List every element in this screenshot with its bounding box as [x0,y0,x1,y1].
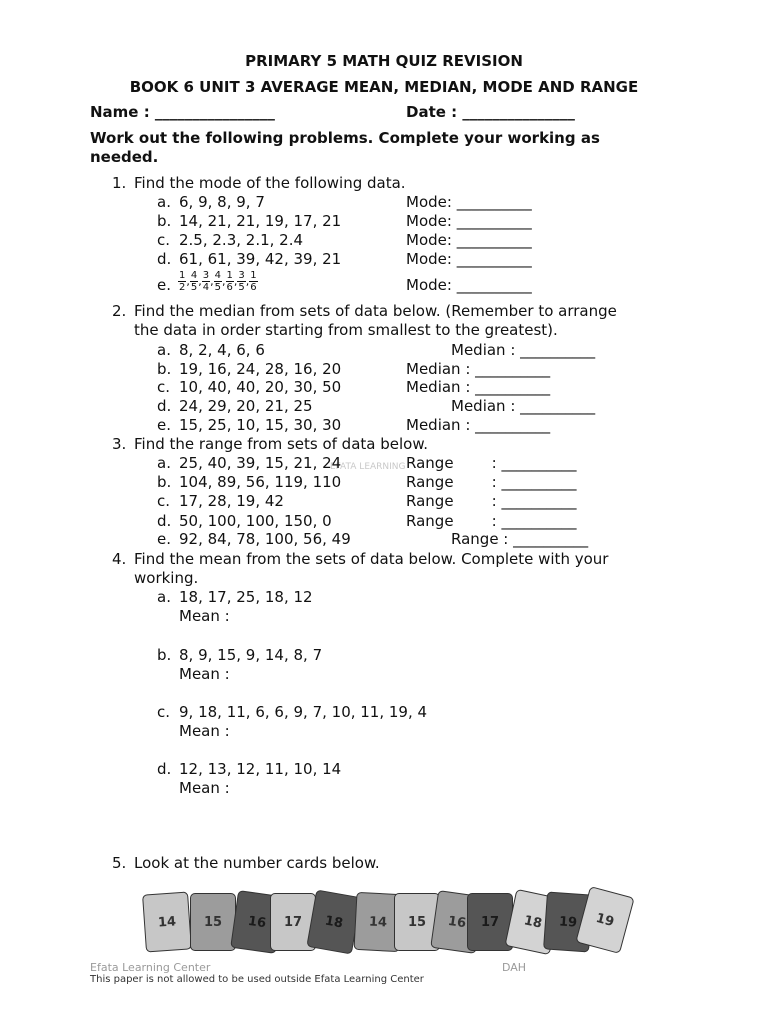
footer-center-name: Efata Learning Center [90,961,211,974]
question-number: 2. [112,302,127,320]
name-field[interactable]: Name : ________________ [90,103,275,121]
answer-blank[interactable]: Range : __________ [451,530,589,548]
item-letter: b. [157,360,172,378]
number-card: 16 [430,890,484,954]
question-prompt-cont: the data in order starting from smallest to the greatest). [134,321,558,339]
fraction: $\frac{4}{5}$ [190,270,198,293]
item-letter: c. [157,378,171,396]
item-letter: e. [157,530,171,548]
number-card: 18 [504,889,561,955]
footer-initials: DAH [502,961,527,974]
item-data: 92, 84, 78, 100, 56, 49 [179,530,351,548]
question-number: 1. [112,174,127,192]
item-data: 9, 18, 11, 6, 6, 9, 7, 10, 11, 19, 4 [179,703,428,721]
question-number: 4. [112,550,127,568]
item-letter: a. [157,341,171,359]
item-letter: b. [157,212,172,230]
fraction-list: $\frac{1}{2}$ , $\frac{4}{5}$ , $\frac{3}{4}$ , $\frac{4}{5}$ , $\frac{1}{6}$ , $\frac{3}{5}$ , $\frac{1}{6}$ [179,270,257,293]
item-letter: c. [157,703,171,721]
number-card: 15 [394,893,440,951]
number-card: 14 [142,891,192,952]
number-card: 19 [543,891,593,952]
answer-blank[interactable]: Range : __________ [406,492,577,510]
answer-blank[interactable]: Mode: __________ [406,212,532,230]
answer-blank[interactable]: Mode: __________ [406,276,532,294]
item-letter: e. [157,416,171,434]
question-number: 5. [112,854,127,872]
item-data: 24, 29, 20, 21, 25 [179,397,313,415]
item-data: 104, 89, 56, 119, 110 [179,473,342,491]
watermark-text: EFATA LEARNING [330,462,406,472]
item-data: 10, 40, 40, 20, 30, 50 [179,378,342,396]
fraction: $\frac{3}{5}$ [238,270,245,293]
number-card: 14 [354,892,403,952]
item-letter: a. [157,193,171,211]
item-letter: d. [157,760,172,778]
item-data: 8, 9, 15, 9, 14, 8, 7 [179,646,323,664]
question-prompt: Find the range from sets of data below. [134,435,428,453]
fraction: $\frac{3}{4}$ [202,270,210,293]
item-data: 18, 17, 25, 18, 12 [179,588,313,606]
item-data: 6, 9, 8, 9, 7 [179,193,265,211]
item-data: 25, 40, 39, 15, 21, 24 [179,454,342,472]
footer-notice: This paper is not allowed to be used outside Efata Learning Center [90,974,424,985]
instructions-line-2: needed. [90,148,159,166]
answer-label[interactable]: Mean : [179,665,230,683]
question-prompt: Find the mode of the following data. [134,174,406,192]
date-field[interactable]: Date : _______________ [406,103,575,121]
question-prompt-cont: working. [134,569,199,587]
fraction: $\frac{1}{2}$ [179,270,186,293]
answer-label[interactable]: Mean : [179,722,230,740]
answer-blank[interactable]: Mode: __________ [406,231,532,249]
answer-blank[interactable]: Range : __________ [406,454,577,472]
item-data: 2.5, 2.3, 2.1, 2.4 [179,231,304,249]
instructions-line-1: Work out the following problems. Complete your working as [90,129,600,147]
item-letter: d. [157,512,172,530]
number-card: 19 [575,886,634,954]
answer-blank[interactable]: Mode: __________ [406,250,532,268]
item-data: 14, 21, 21, 19, 17, 21 [179,212,342,230]
item-letter: a. [157,454,171,472]
answer-blank[interactable]: Mode: __________ [406,193,532,211]
item-data: 17, 28, 19, 42 [179,492,284,510]
fraction: $\frac{4}{5}$ [214,270,221,293]
item-data: 50, 100, 100, 150, 0 [179,512,332,530]
answer-label[interactable]: Mean : [179,607,230,625]
item-data: 61, 61, 39, 42, 39, 21 [179,250,342,268]
page-title: PRIMARY 5 MATH QUIZ REVISION [245,52,523,70]
answer-blank[interactable]: Median : __________ [451,397,596,415]
number-card: 18 [306,889,361,954]
item-data: 8, 2, 4, 6, 6 [179,341,265,359]
item-letter: a. [157,588,171,606]
question-prompt: Find the mean from the sets of data below. Complete with your [134,550,609,568]
answer-blank[interactable]: Range : __________ [406,512,577,530]
fraction: $\frac{1}{6}$ [226,270,233,293]
question-prompt: Find the median from sets of data below. (Remember to arrange [134,302,617,320]
answer-label[interactable]: Mean : [179,779,230,797]
number-card: 16 [230,890,284,954]
question-prompt: Look at the number cards below. [134,854,380,872]
item-letter: c. [157,492,171,510]
item-letter: d. [157,250,172,268]
item-letter: d. [157,397,172,415]
answer-blank[interactable]: Median : __________ [406,360,551,378]
answer-blank[interactable]: Median : __________ [451,341,596,359]
number-card: 17 [467,893,513,951]
answer-blank[interactable]: Median : __________ [406,416,551,434]
item-data: 12, 13, 12, 11, 10, 14 [179,760,342,778]
item-letter: e. [157,276,171,294]
item-data: 15, 25, 10, 15, 30, 30 [179,416,342,434]
item-letter: b. [157,646,172,664]
item-data: 19, 16, 24, 28, 16, 20 [179,360,342,378]
number-card: 17 [270,893,316,951]
number-card: 15 [190,893,236,951]
item-letter: c. [157,231,171,249]
answer-blank[interactable]: Median : __________ [406,378,551,396]
answer-blank[interactable]: Range : __________ [406,473,577,491]
page-subtitle: BOOK 6 UNIT 3 AVERAGE MEAN, MEDIAN, MODE AND RANGE [129,78,639,96]
item-letter: b. [157,473,172,491]
question-number: 3. [112,435,127,453]
fraction: $\frac{1}{6}$ [250,270,257,293]
